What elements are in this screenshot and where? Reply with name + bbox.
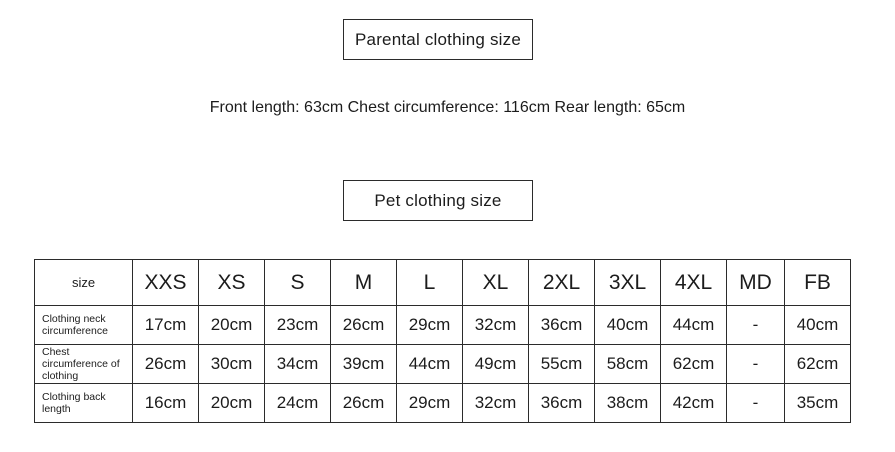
table-row (35, 345, 851, 384)
table-row (35, 384, 851, 423)
size-column-header-m: M (331, 260, 397, 306)
size-cell-2-10: 35cm (785, 384, 851, 423)
size-cell-0-9: - (727, 306, 785, 345)
size-row-label-0: Clothing neck circumference (35, 306, 133, 345)
size-cell-2-5: 32cm (463, 384, 529, 423)
size-column-header-xs: XS (199, 260, 265, 306)
size-cell-2-9: - (727, 384, 785, 423)
size-cell-2-3: 26cm (331, 384, 397, 423)
size-cell-1-8: 62cm (661, 345, 727, 384)
pet-size-table (34, 259, 851, 423)
size-cell-1-6: 55cm (529, 345, 595, 384)
size-cell-2-6: 36cm (529, 384, 595, 423)
pet-clothing-size-title: Pet clothing size (374, 190, 502, 210)
size-column-header-3xl: 3XL (595, 260, 661, 306)
size-column-header-2xl: 2XL (529, 260, 595, 306)
size-table-header (35, 260, 851, 306)
size-cell-2-8: 42cm (661, 384, 727, 423)
size-cell-2-4: 29cm (397, 384, 463, 423)
parental-measurements-text: Front length: 63cm Chest circumference: 116cm Rear length: 65cm (209, 99, 686, 116)
size-cell-1-10: 62cm (785, 345, 851, 384)
size-row-label-2: Clothing back length (35, 384, 133, 423)
size-cell-1-0: 26cm (133, 345, 199, 384)
size-table-corner-label: size (35, 260, 133, 306)
size-cell-0-3: 26cm (331, 306, 397, 345)
size-cell-2-7: 38cm (595, 384, 661, 423)
size-column-header-s: S (265, 260, 331, 306)
size-cell-2-2: 24cm (265, 384, 331, 423)
size-column-header-fb: FB (785, 260, 851, 306)
size-cell-2-0: 16cm (133, 384, 199, 423)
size-cell-1-2: 34cm (265, 345, 331, 384)
size-cell-0-5: 32cm (463, 306, 529, 345)
size-cell-1-4: 44cm (397, 345, 463, 384)
size-table-header-row (35, 260, 851, 306)
size-cell-1-7: 58cm (595, 345, 661, 384)
size-table-body (35, 306, 851, 423)
size-cell-2-1: 20cm (199, 384, 265, 423)
size-row-label-1: Chest circumference of clothing (35, 345, 133, 384)
size-cell-0-1: 20cm (199, 306, 265, 345)
size-cell-1-1: 30cm (199, 345, 265, 384)
size-cell-0-6: 36cm (529, 306, 595, 345)
size-cell-1-5: 49cm (463, 345, 529, 384)
table-row (35, 306, 851, 345)
size-cell-0-4: 29cm (397, 306, 463, 345)
size-column-header-l: L (397, 260, 463, 306)
parental-clothing-size-title-box (343, 19, 533, 60)
parental-clothing-size-title: Parental clothing size (355, 29, 521, 49)
pet-clothing-size-title-box (343, 180, 533, 221)
size-cell-0-0: 17cm (133, 306, 199, 345)
size-cell-0-10: 40cm (785, 306, 851, 345)
size-column-header-xxs: XXS (133, 260, 199, 306)
size-cell-0-7: 40cm (595, 306, 661, 345)
size-cell-0-8: 44cm (661, 306, 727, 345)
size-column-header-4xl: 4XL (661, 260, 727, 306)
size-cell-0-2: 23cm (265, 306, 331, 345)
size-column-header-xl: XL (463, 260, 529, 306)
size-cell-1-3: 39cm (331, 345, 397, 384)
size-column-header-md: MD (727, 260, 785, 306)
size-cell-1-9: - (727, 345, 785, 384)
